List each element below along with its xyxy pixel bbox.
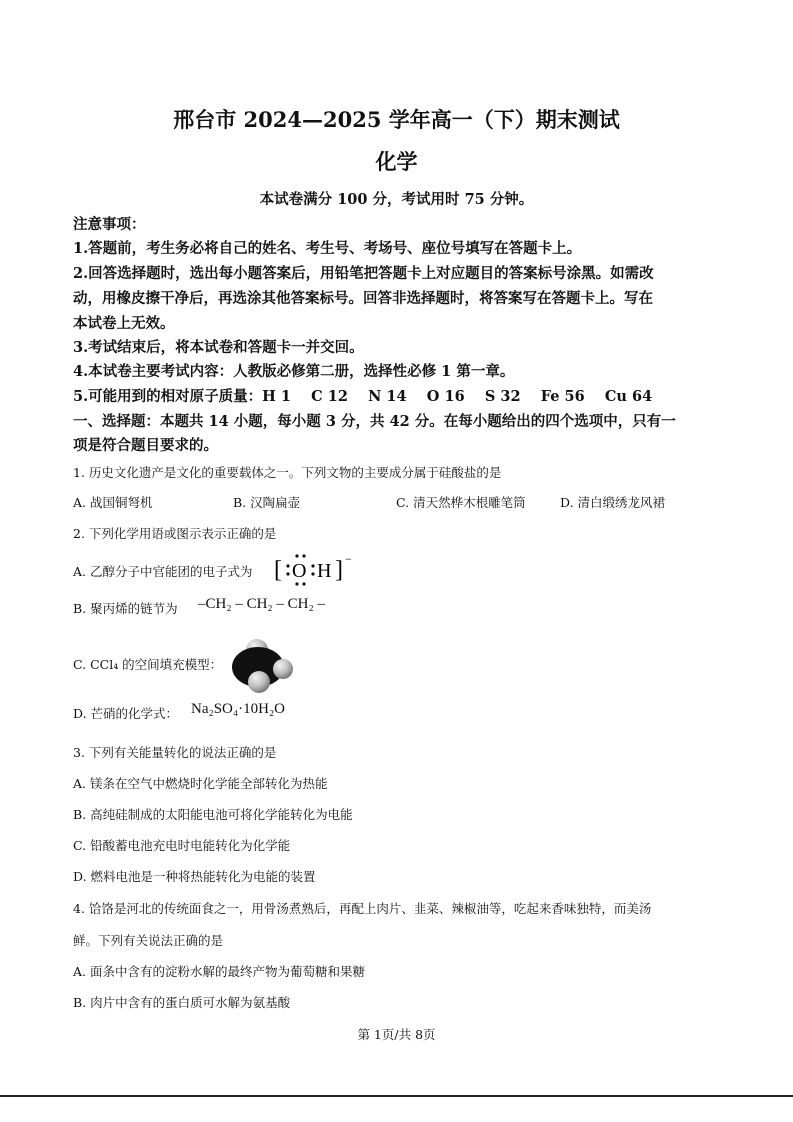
ethanol-hydroxyl-electron-formula [273,549,359,589]
page-bottom-rule [0,1095,793,1097]
q4-option-a: A. 面条中含有的淀粉水解的最终产物为葡萄糖和果糖 [73,964,365,979]
q4-stem-line2: 鲜。下列有关说法正确的是 [73,933,224,948]
q2-option-a: A. 乙醇分子中官能团的电子式为 [73,564,253,579]
chlorine-atom [248,671,270,693]
q1-option-c: C. 清天然桦木根雕笔筒 [396,495,526,510]
q2-option-d: D. 芒硝的化学式： [73,706,179,721]
q3-option-b: B. 高纯硅制成的太阳能电池可将化学能转化为电能 [73,807,353,822]
notes-heading: 注意事项： [73,216,146,233]
q2-stem: 2. 下列化学用语或图示表示正确的是 [73,526,277,541]
q4-stem-line1: 4. 饸饹是河北的传统面食之一，用骨汤煮熟后，再配上肉片、韭菜、辣椒油等，吃起来香味独特，而美汤 [73,901,652,916]
q3-option-d: D. 燃料电池是一种将热能转化为电能的装置 [73,869,316,884]
electron-dot [302,554,305,557]
q2-option-c: C. CCl₄ 的空间填充模型： [73,657,223,672]
page-number: 第 1页/共 8页 [357,1027,436,1042]
exam-info: 本试卷满分 100 分，考试用时 75 分钟。 [259,191,534,208]
electron-dot [286,564,289,567]
q3-stem: 3. 下列有关能量转化的说法正确的是 [73,745,277,760]
note-2a: 2.回答选择题时，选出每小题答案后，用铅笔把答题卡上对应题目的答案标号涂黑。如需改 [73,265,654,282]
q1-stem: 1. 历史文化遗产是文化的重要载体之一。下列文物的主要成分属于硅酸盐的是 [73,465,502,480]
bracket-right: ] [335,557,343,583]
q1-option-d: D. 清白缎绣龙风裙 [560,495,666,510]
note-1: 1.答题前，考生务必将自己的姓名、考生号、考场号、座位号填写在答题卡上。 [73,240,582,257]
ccl4-space-filling-model [227,636,295,694]
q2-option-b: B. 聚丙烯的链节为 [73,601,178,616]
section-1-line1: 一、选择题：本题共 14 小题，每小题 3 分，共 42 分。在每小题给出的四个选项中，只有一 [73,413,676,430]
chlorine-atom [273,659,293,679]
electron-dot [302,582,305,585]
q3-option-c: C. 铅酸蓄电池充电时电能转化为化学能 [73,838,291,853]
oxygen-symbol: O [292,560,307,582]
note-2c: 本试卷上无效。 [73,315,175,332]
electron-dot [286,572,289,575]
note-3: 3.考试结束后，将本试卷和答题卡一并交回。 [73,339,364,356]
bracket-left: [ [274,557,282,583]
note-4: 4.本试卷主要考试内容：人教版必修第二册，选择性必修 1 第一章。 [73,363,515,380]
section-1-line2: 项是符合题目要求的。 [73,437,218,454]
q4-option-b: B. 肉片中含有的蛋白质可水解为氨基酸 [73,995,291,1010]
q1-option-a: A. 战国铜弩机 [73,495,153,510]
exam-title: 邢台市 2024—2025 学年高一（下）期末测试 [173,107,620,132]
electron-dot [311,572,314,575]
electron-dot [311,564,314,567]
mirabilite-formula: Na₂SO₄·10H₂O [191,701,286,717]
exam-subject: 化学 [375,149,418,174]
electron-dot [295,554,298,557]
note-5: 5.可能用到的相对原子质量：H 1 C 12 N 14 O 16 S 32 Fe 56 Cu 64 [73,388,653,405]
q3-option-a: A. 镁条在空气中燃烧时化学能全部转化为热能 [73,776,328,791]
q1-option-b: B. 汉陶扁壶 [233,495,301,510]
hydrogen-symbol: H [317,560,332,582]
note-2b: 动，用橡皮擦干净后，再选涂其他答案标号。回答非选择题时，将答案写在答题卡上。写在 [73,290,653,307]
polypropylene-repeat-unit: –CH₂ – CH₂ – CH₂ – [198,596,325,612]
electron-dot [295,582,298,585]
charge-minus: − [345,552,352,566]
